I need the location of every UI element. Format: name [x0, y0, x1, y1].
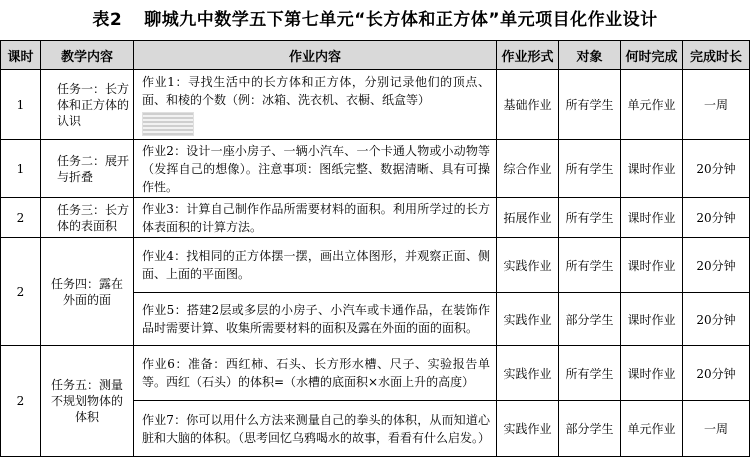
when-cell: 单元作业: [621, 70, 683, 140]
homework-content-cell: 作业5：搭建2层或多层的小房子、小汽车或卡通作品，在装饰作品时需要计算、收集所需要材料的面积及露在外面的面的面积。: [134, 293, 497, 346]
duration-cell: 20分钟: [683, 238, 750, 293]
header-homework-content: 作业内容: [134, 41, 497, 70]
table-row: [1, 238, 750, 293]
target-cell: 部分学生: [559, 293, 621, 346]
period-cell: 1: [1, 140, 41, 198]
homework-content-cell: 作业2：设计一座小房子、一辆小汽车、一个卡通人物或小动物等（发挥自己的想像）。注意事项：图纸完整、数据清晰、具有可操作性。: [134, 140, 497, 198]
period-cell: 1: [1, 70, 41, 140]
form-cell: 综合作业: [497, 140, 559, 198]
form-cell: 实践作业: [497, 238, 559, 293]
when-cell: 课时作业: [621, 238, 683, 293]
period-cell: 2: [1, 198, 41, 238]
homework-content-cell: [134, 70, 497, 140]
homework-text: 作业1：寻找生活中的长方体和正方体，分别记录他们的顶点、面、和棱的个数（例：冰箱、洗衣机、衣橱、纸盒等）: [142, 75, 490, 107]
homework-content-cell: 作业7：你可以用什么方法来测量自己的拳头的体积，从而知道心脏和大脑的体积。（思考回忆乌鸦喝水的故事，看看有什么启发。）: [134, 401, 497, 457]
task-cell: 任务五：测量不规划物体的体积: [41, 346, 134, 457]
header-teaching-content: 教学内容: [41, 41, 134, 70]
period-cell: 2: [1, 238, 41, 346]
duration-cell: 20分钟: [683, 346, 750, 401]
target-cell: 部分学生: [559, 401, 621, 457]
header-homework-form: 作业形式: [497, 41, 559, 70]
homework-content-cell: 作业4：找相同的正方体摆一摆，画出立体图形，并观察正面、侧面、上面的平面图。: [134, 238, 497, 293]
duration-cell: 20分钟: [683, 140, 750, 198]
table-number: 表2: [92, 10, 123, 30]
form-cell: 实践作业: [497, 346, 559, 401]
form-cell: 实践作业: [497, 293, 559, 346]
when-cell: 课时作业: [621, 346, 683, 401]
duration-cell: 一周: [683, 70, 750, 140]
when-cell: 课时作业: [621, 140, 683, 198]
table-row: [1, 140, 750, 198]
target-cell: 所有学生: [559, 70, 621, 140]
header-period: 课时: [1, 41, 41, 70]
table-row: [1, 346, 750, 401]
target-cell: 所有学生: [559, 346, 621, 401]
target-cell: 所有学生: [559, 140, 621, 198]
period-cell: 2: [1, 346, 41, 457]
homework-content-cell: 作业6：准备：西红柿、石头、长方形水槽、尺子、实验报告单等。西红（石头）的体积=（水槽的底面积×水面上升的高度）: [134, 346, 497, 401]
task-cell: 任务一：长方体和正方体的认识: [41, 70, 134, 140]
duration-cell: 一周: [683, 401, 750, 457]
table-thumbnail-image: [142, 112, 194, 136]
target-cell: 所有学生: [559, 198, 621, 238]
table-title: [0, 0, 750, 40]
table-row: [1, 70, 750, 140]
form-cell: 拓展作业: [497, 198, 559, 238]
target-cell: 所有学生: [559, 238, 621, 293]
header-target: 对象: [559, 41, 621, 70]
homework-content-cell: 作业3：计算自己制作作品所需要材料的面积。利用所学过的长方体表面积的计算方法。: [134, 198, 497, 238]
duration-cell: 20分钟: [683, 198, 750, 238]
duration-cell: 20分钟: [683, 293, 750, 346]
table-title-text: 聊城九中数学五下第七单元“长方体和正方体”单元项目化作业设计: [144, 10, 658, 30]
task-cell: 任务二：展开与折叠: [41, 140, 134, 198]
when-cell: 单元作业: [621, 401, 683, 457]
form-cell: 基础作业: [497, 70, 559, 140]
when-cell: 课时作业: [621, 198, 683, 238]
table-header-row: [1, 41, 750, 70]
when-cell: 课时作业: [621, 293, 683, 346]
homework-design-table: [0, 40, 750, 457]
header-duration: 完成时长: [683, 41, 750, 70]
task-cell: 任务三：长方体的表面积: [41, 198, 134, 238]
form-cell: 实践作业: [497, 401, 559, 457]
task-cell: 任务四：露在外面的面: [41, 238, 134, 346]
header-completion-time: 何时完成: [621, 41, 683, 70]
table-row: [1, 198, 750, 238]
